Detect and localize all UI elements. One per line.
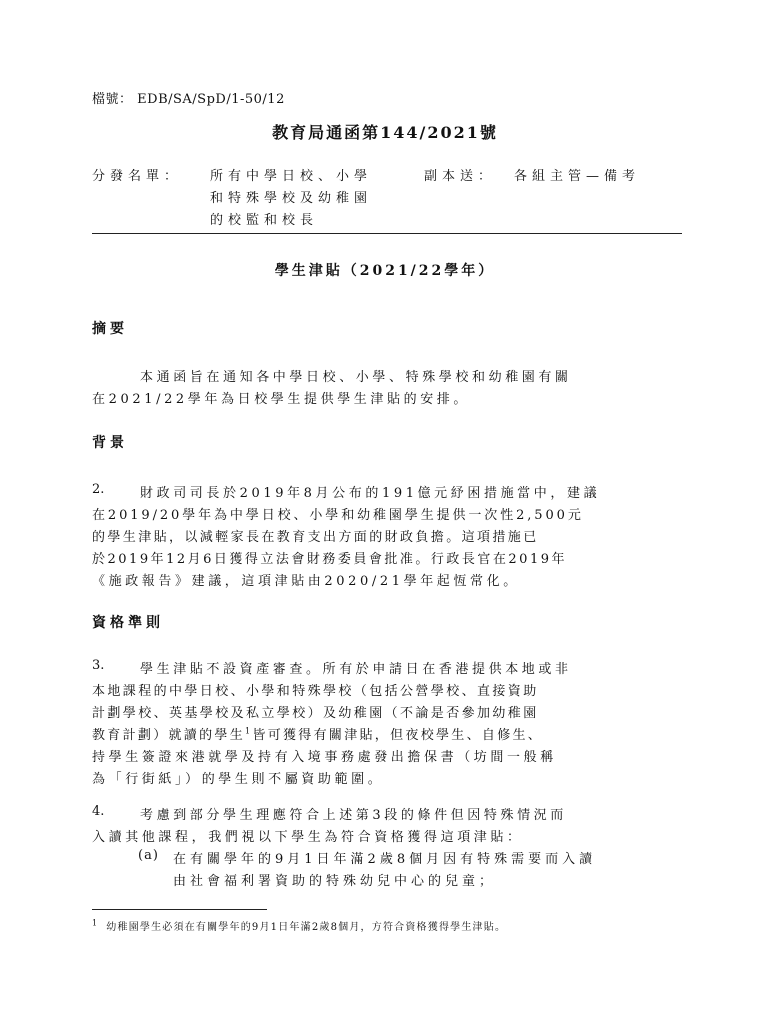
footnote-text: 幼稚園學生必須在有關學年的9月1日年滿2歲8個月，方符合資格獲得學生津貼。 <box>106 922 507 933</box>
list-item-line: 在有關學年的9月1日年滿2歲8個月因有特殊需要而入讀 <box>173 852 597 867</box>
summary-line: 本通函旨在通知各中學日校、小學、特殊學校和幼稚園有關 <box>140 370 572 385</box>
header-divider <box>92 233 682 234</box>
eligibility-line: 為「行街紙」）的學生則不屬資助範圍。 <box>92 772 385 787</box>
section-heading-summary: 摘要 <box>92 321 128 337</box>
background-line: 的學生津貼，以減輕家長在教育支出方面的財政負擔。這項措施已 <box>92 530 539 545</box>
list-item-line: 由社會福利署資助的特殊幼兒中心的兒童； <box>173 874 497 889</box>
cc-label: 副本送： <box>424 169 497 184</box>
eligibility-line <box>92 724 543 743</box>
eligibility-line: 考慮到部分學生理應符合上述第3段的條件但因特殊情況而 <box>140 808 567 823</box>
circular-title: 教育局通函第144/2021號 <box>272 123 498 142</box>
section-heading-eligibility: 資格準則 <box>92 615 164 631</box>
background-line: 《施政報告》建議，這項津貼由2020/21學年起恆常化。 <box>92 574 520 589</box>
file-reference-label: 檔號： <box>92 92 133 107</box>
distribution-label: 分發名單： <box>92 169 183 184</box>
eligibility-line: 計劃學校、英基學校及私立學校）及幼稚園（不論是否參加幼稚園 <box>92 706 539 721</box>
background-line: 在2019/20學年為中學日校、小學和幼稚園學生提供一次性2,500元 <box>92 508 584 523</box>
eligibility-line: 本地課程的中學日校、小學和特殊學校（包括公營學校、直接資助 <box>92 684 539 699</box>
eligibility-line-part: 皆可獲得有關津貼，但夜校學生、自修生、 <box>252 728 544 743</box>
distribution-line: 的校監和校長 <box>210 213 319 228</box>
background-line: 於2019年12月6日獲得立法會財務委員會批准。行政長官在2019年 <box>92 552 567 567</box>
file-reference-value: EDB/SA/SpD/1-50/12 <box>137 92 285 107</box>
eligibility-line: 學生津貼不設資產審查。所有於申請日在香港提供本地或非 <box>140 662 572 677</box>
background-line: 財政司司長於2019年8月公布的191億元紓困措施當中，建議 <box>140 486 601 501</box>
paragraph-number: 2. <box>92 482 105 497</box>
distribution-line: 所有中學日校、小學 <box>210 169 373 184</box>
eligibility-line: 入讀其他課程，我們視以下學生為符合資格獲得這項津貼： <box>92 830 524 845</box>
cc-value: 各組主管—備考 <box>514 169 641 184</box>
distribution-line: 和特殊學校及幼稚園 <box>210 191 373 206</box>
footnote-number: 1 <box>92 918 99 928</box>
section-heading-background: 背景 <box>92 435 128 451</box>
file-reference <box>92 88 285 107</box>
footnote-divider <box>92 909 267 910</box>
eligibility-line-part: 教育計劃）就讀的學生 <box>92 728 246 743</box>
footnote <box>92 918 506 933</box>
eligibility-line: 持學生簽證來港就學及持有入境事務處發出擔保書（坊間一般稱 <box>92 750 557 765</box>
paragraph-number: 4. <box>92 804 105 819</box>
list-item-marker: (a) <box>138 848 159 863</box>
summary-line: 在2021/22學年為日校學生提供學生津貼的安排。 <box>92 392 471 407</box>
footnote-reference: 1 <box>245 726 253 736</box>
circular-subject: 學生津貼（2021/22學年） <box>274 263 496 279</box>
paragraph-number: 3. <box>92 658 105 673</box>
